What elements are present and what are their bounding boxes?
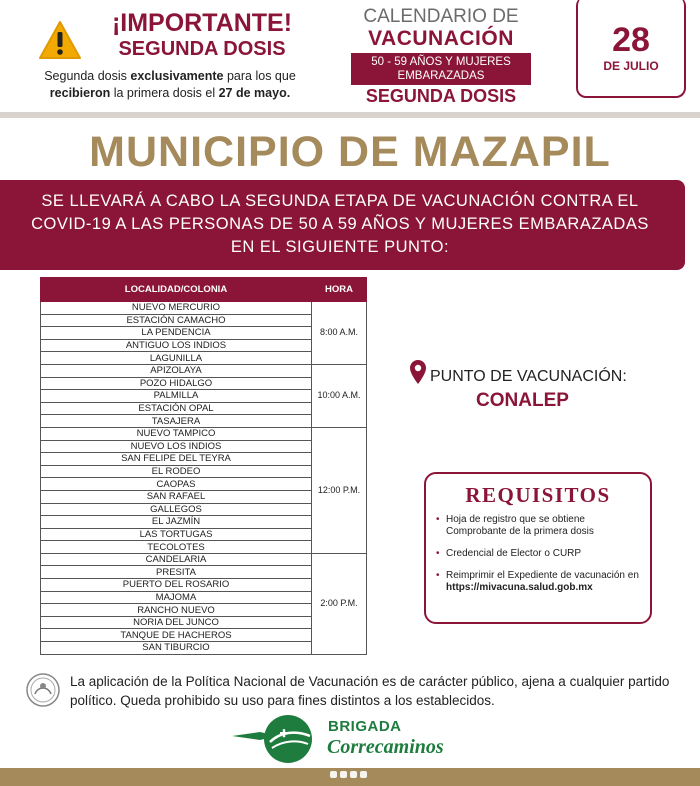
- localidad-cell: SAN FELIPE DEL TEYRA: [41, 453, 312, 466]
- punto-value: CONALEP: [476, 390, 569, 411]
- localidad-cell: EL JAZMÍN: [41, 516, 312, 529]
- localidad-cell: APIZOLAYA: [41, 364, 312, 377]
- table-row: [41, 302, 367, 315]
- localidad-cell: PUERTO DEL ROSARIO: [41, 579, 312, 592]
- importante-subtitle: SEGUNDA DOSIS: [118, 38, 286, 60]
- requisitos-box: [424, 472, 652, 624]
- table-row: [41, 553, 367, 566]
- calendario-line1: CALENDARIO DE: [363, 6, 519, 27]
- header: [0, 0, 700, 118]
- requisito-item: [436, 570, 640, 594]
- schedule-table: [40, 277, 367, 655]
- localidad-cell: TASAJERA: [41, 415, 312, 428]
- header-divider: [0, 112, 700, 118]
- social-icons: [330, 771, 367, 778]
- table-row: [41, 427, 367, 440]
- column-header-hora: HORA: [312, 278, 367, 302]
- warning-icon: [38, 20, 82, 60]
- hora-cell: 8:00 A.M.: [312, 302, 367, 365]
- localidad-cell: LAS TORTUGAS: [41, 528, 312, 541]
- mivacuna-link[interactable]: https://mivacuna.salud.gob.mx: [446, 582, 593, 593]
- facebook-icon[interactable]: [330, 771, 337, 778]
- twitter-icon[interactable]: [340, 771, 347, 778]
- localidad-cell: ANTIGUO LOS INDIOS: [41, 339, 312, 352]
- calendario-line3: SEGUNDA DOSIS: [365, 86, 517, 106]
- localidad-cell: NUEVO LOS INDIOS: [41, 440, 312, 453]
- hora-cell: 10:00 A.M.: [312, 364, 367, 427]
- localidad-cell: TECOLOTES: [41, 541, 312, 554]
- localidad-cell: ESTACIÓN OPAL: [41, 402, 312, 415]
- localidad-cell: CAOPAS: [41, 478, 312, 491]
- date-day: 28: [612, 21, 650, 59]
- desc-bold: recibieron: [49, 86, 111, 100]
- youtube-icon[interactable]: [360, 771, 367, 778]
- schedule-body: [41, 302, 367, 655]
- localidad-cell: MAJOMA: [41, 591, 312, 604]
- localidad-cell: PRESITA: [41, 566, 312, 579]
- table-header-row: [41, 278, 367, 302]
- desc-bold: 27 de mayo.: [218, 86, 291, 100]
- localidad-cell: GALLEGOS: [41, 503, 312, 516]
- location-pin-icon: [409, 359, 427, 385]
- disclaimer-text: La aplicación de la Política Nacional de Vacunación es de carácter público, ajena a cualquier partido político. Queda prohibido su uso para fines distintos a los establecidos.: [70, 674, 670, 708]
- date-badge: [576, 0, 686, 98]
- correcaminos-title: Correcaminos: [327, 736, 444, 758]
- requisito-item: • Credencial de Elector o CURP: [436, 548, 640, 560]
- brigada-title: BRIGADA: [328, 718, 402, 735]
- localidad-cell: NUEVO TAMPICO: [41, 427, 312, 440]
- localidad-cell: TANQUE DE HACHEROS: [41, 629, 312, 642]
- calendario-line2: VACUNACIÓN: [368, 27, 514, 50]
- requisito-item: • Hoja de registro que se obtiene Comprobante de la primera dosis: [436, 514, 640, 538]
- localidad-cell: LAGUNILLA: [41, 352, 312, 365]
- announcement-text: SE LLEVARÁ A CABO LA SEGUNDA ETAPA DE VACUNACIÓN CONTRA EL COVID-19 A LAS PERSONAS DE 50 A 59 AÑOS Y MUJERES EMBARAZADAS EN EL SIGUIENTE PUNTO:: [31, 192, 649, 256]
- localidad-cell: ESTACIÓN CAMACHO: [41, 314, 312, 327]
- calendario-block: [345, 6, 537, 107]
- requisitos-title: REQUISITOS: [465, 483, 611, 507]
- localidad-cell: EL RODEO: [41, 465, 312, 478]
- localidad-cell: CANDELARIA: [41, 553, 312, 566]
- calendario-age-band: 50 - 59 AÑOS Y MUJERES EMBARAZADAS: [351, 53, 531, 85]
- localidad-cell: NUEVO MERCURIO: [41, 302, 312, 315]
- date-month: DE JULIO: [603, 59, 659, 73]
- localidad-cell: SAN TIBURCIO: [41, 642, 312, 655]
- localidad-cell: POZO HIDALGO: [41, 377, 312, 390]
- punto-label: PUNTO DE VACUNACIÓN:: [430, 368, 627, 385]
- importante-title: ¡IMPORTANTE!: [111, 9, 293, 37]
- localidad-cell: SAN RAFAEL: [41, 490, 312, 503]
- municipio-title: MUNICIPIO DE MAZAPIL: [89, 128, 611, 176]
- instagram-icon[interactable]: [350, 771, 357, 778]
- localidad-cell: LA PENDENCIA: [41, 327, 312, 340]
- column-header-localidad: LOCALIDAD/COLONIA: [41, 278, 312, 302]
- desc-text: la primera dosis el: [110, 86, 219, 100]
- requisito-text: Reimprimir el Expediente de vacunación en: [446, 570, 639, 581]
- importante-description: [20, 68, 320, 102]
- localidad-cell: NORIA DEL JUNCO: [41, 616, 312, 629]
- hora-cell: 12:00 P.M.: [312, 427, 367, 553]
- desc-text: Segunda dosis: [44, 69, 131, 83]
- desc-bold: exclusivamente: [130, 69, 224, 83]
- localidad-cell: RANCHO NUEVO: [41, 604, 312, 617]
- brigada-correcaminos-logo: [230, 712, 320, 766]
- hora-cell: 2:00 P.M.: [312, 553, 367, 654]
- government-seal-icon: [25, 672, 61, 708]
- desc-text: para los que: [223, 69, 296, 83]
- localidad-cell: PALMILLA: [41, 390, 312, 403]
- table-row: [41, 364, 367, 377]
